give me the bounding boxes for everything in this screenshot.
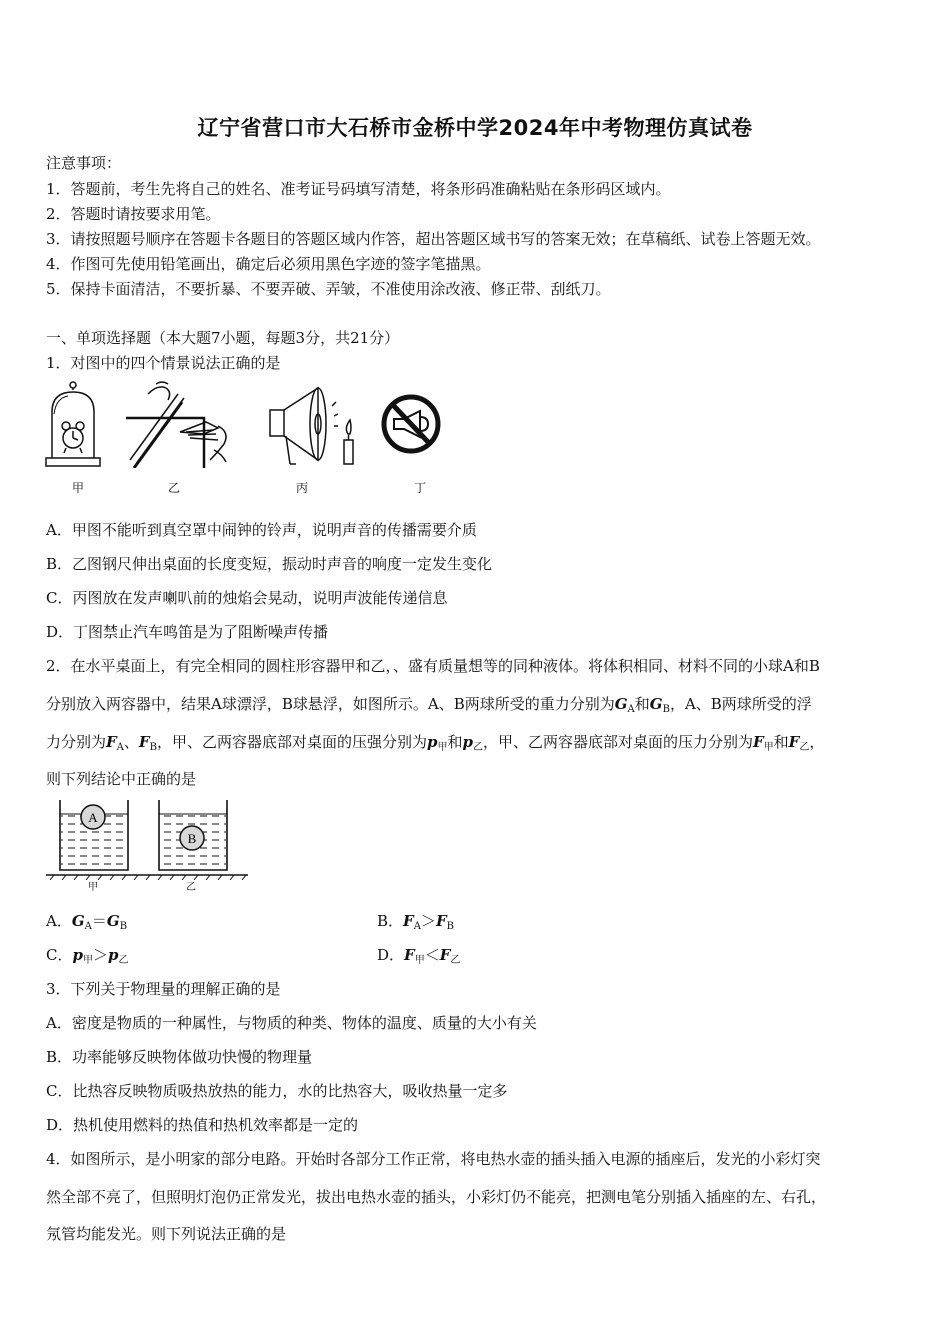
sub-yi: 乙 [799, 742, 810, 753]
sym-f: F [138, 733, 150, 751]
ball-b-label: B [187, 831, 197, 846]
q2-line-3-mid2: ，甲、乙两容器底部对桌面的压力分别为 [482, 733, 753, 751]
sub-yi: 乙 [450, 955, 461, 966]
q2-caption-yi: 乙 [186, 882, 196, 893]
sym-f: F [403, 912, 414, 930]
q3-option-c: C．比热容反映物质吸热放热的能力，水的比热容大，吸收热量一定多 [46, 1082, 508, 1100]
q2-line-4: 则下列结论中正确的是 [46, 770, 197, 788]
q4-line-2: 然全部不亮了，但照明灯泡仍正常发光，拔出电热水壶的插头，小彩灯仍不能亮，把测电笔分别插入插座的左、右孔， [46, 1188, 827, 1206]
opt-label: D． [377, 946, 405, 964]
sub-a: A [627, 704, 635, 715]
sub-b: B [149, 742, 157, 753]
conj: 和 [773, 733, 789, 751]
sym-g: G [649, 695, 663, 713]
sub-a: A [413, 921, 421, 932]
q1-option-d: D．丁图禁止汽车鸣笛是为了阻断噪声传播 [46, 623, 329, 641]
note-item-2: 2．答题时请按要求用笔。 [46, 205, 221, 223]
q3-option-a: A．密度是物质的一种属性，与物质的种类、物体的温度、质量的大小有关 [46, 1014, 537, 1032]
relation: ＞ [420, 912, 436, 930]
q2-option-b [377, 910, 454, 932]
q2-line-2-tail: ，A、B两球所受的浮 [669, 695, 812, 713]
note-item-3: 3．请按照题号顺序在答题卡各题目的答题区域内作答，超出答题区域书写的答案无效；在草稿纸、试卷上答题无效。 [46, 230, 821, 248]
q1-caption-yi: 乙 [168, 481, 181, 495]
q2-option-d [377, 944, 460, 966]
sym-g: G [71, 912, 85, 930]
q1-option-c: C．丙图放在发声喇叭前的烛焰会晃动，说明声波能传递信息 [46, 589, 448, 607]
sym-p: p [108, 946, 119, 964]
sub-jia: 甲 [82, 955, 93, 966]
sub-a: A [116, 742, 124, 753]
q3-option-b: B．功率能够反映物体做功快慢的物理量 [46, 1048, 313, 1066]
ball-a-label: A [88, 810, 98, 825]
sym-p: p [462, 733, 473, 751]
q2-line-1: 2．在水平桌面上，有完全相同的圆柱形容器甲和乙，、盛有质量想等的同种液体。将体积相同、材料不同的小球A和B [46, 657, 820, 675]
q2-option-a [46, 910, 127, 932]
opt-label: C． [46, 946, 73, 964]
q2-line-3-tail: ， [809, 733, 825, 751]
sub-yi: 乙 [472, 742, 483, 753]
opt-label: A． [46, 912, 72, 930]
notes-header: 注意事项： [46, 154, 122, 172]
conj: 和 [634, 695, 650, 713]
sym-f: F [404, 946, 415, 964]
sub-jia: 甲 [763, 742, 774, 753]
sub-yi: 乙 [118, 955, 129, 966]
q4-line-3: 氖管均能发光。则下列说法正确的是 [46, 1225, 287, 1243]
q3-option-d: D．热机使用燃料的热值和热机效率都是一定的 [46, 1116, 359, 1134]
q1-caption-bing: 丙 [296, 481, 309, 495]
relation: ＝ [91, 912, 107, 930]
sym-p: p [72, 946, 83, 964]
containers-figure [44, 796, 250, 880]
sub-b: B [662, 704, 670, 715]
note-item-5: 5．保持卡面清洁，不要折暴、不要弄破、弄皱，不准使用涂改液、修正带、刮纸刀。 [46, 280, 611, 298]
sym-f: F [435, 912, 447, 930]
section-heading: 一、单项选择题（本大题7小题，每题3分，共21分） [46, 329, 400, 347]
q1-stem: 1．对图中的四个情景说法正确的是 [46, 354, 281, 372]
sym-g: G [614, 695, 628, 713]
q2-caption-jia: 甲 [88, 882, 98, 893]
q1-option-b: B．乙图钢尺伸出桌面的长度变短，振动时声音的响度一定发生变化 [46, 555, 493, 573]
sym-f: F [788, 733, 800, 751]
conj: 和 [447, 733, 463, 751]
sym-f: F [752, 733, 764, 751]
no-horn-sign-figure [380, 383, 442, 465]
steel-ruler-figure [126, 380, 241, 468]
q2-line-3 [46, 731, 824, 753]
sym-g: G [106, 912, 120, 930]
q1-caption-ding: 丁 [414, 481, 427, 495]
bell-jar-figure [44, 380, 102, 470]
q2-line-3-mid: ，甲、乙两容器底部对桌面的压强分别为 [156, 733, 427, 751]
opt-label: B． [377, 912, 404, 930]
sep: 、 [123, 733, 139, 751]
sym-p: p [426, 733, 438, 751]
relation: ＞ [92, 946, 108, 964]
sym-f: F [439, 946, 451, 964]
q2-line-3-text: 力分别为 [46, 733, 107, 751]
note-item-4: 4．作图可先使用铅笔画出，确定后必须用黑色字迹的签字笔描黑。 [46, 255, 491, 273]
q3-stem: 3．下列关于物理量的理解正确的是 [46, 980, 281, 998]
page-title: 辽宁省营口市大石桥市金桥中学2024年中考物理仿真试卷 [197, 116, 753, 140]
sub-a: A [84, 921, 92, 932]
sym-f: F [106, 733, 117, 751]
sub-jia: 甲 [414, 955, 425, 966]
q2-option-c [46, 944, 129, 966]
q1-caption-jia: 甲 [72, 481, 85, 495]
note-item-1: 1．答题前，考生先将自己的姓名、准考证号码填写清楚，将条形码准确粘贴在条形码区域内。 [46, 180, 671, 198]
sub-jia: 甲 [437, 742, 448, 753]
sub-b: B [446, 921, 454, 932]
q1-option-a: A．甲图不能听到真空罩中闹钟的铃声，说明声音的传播需要介质 [46, 521, 477, 539]
sub-b: B [119, 921, 128, 932]
speaker-candle-figure [266, 380, 362, 468]
q2-line-2-text: 分别放入两容器中，结果A球漂浮，B球悬浮，如图所示。A、B两球所受的重力分别为 [46, 695, 615, 713]
relation: ＜ [424, 946, 440, 964]
q2-line-2 [46, 693, 812, 715]
q4-line-1: 4．如图所示，是小明家的部分电路。开始时各部分工作正常，将电热水壶的插头插入电源的插座后，发光的小彩灯突 [46, 1150, 821, 1168]
